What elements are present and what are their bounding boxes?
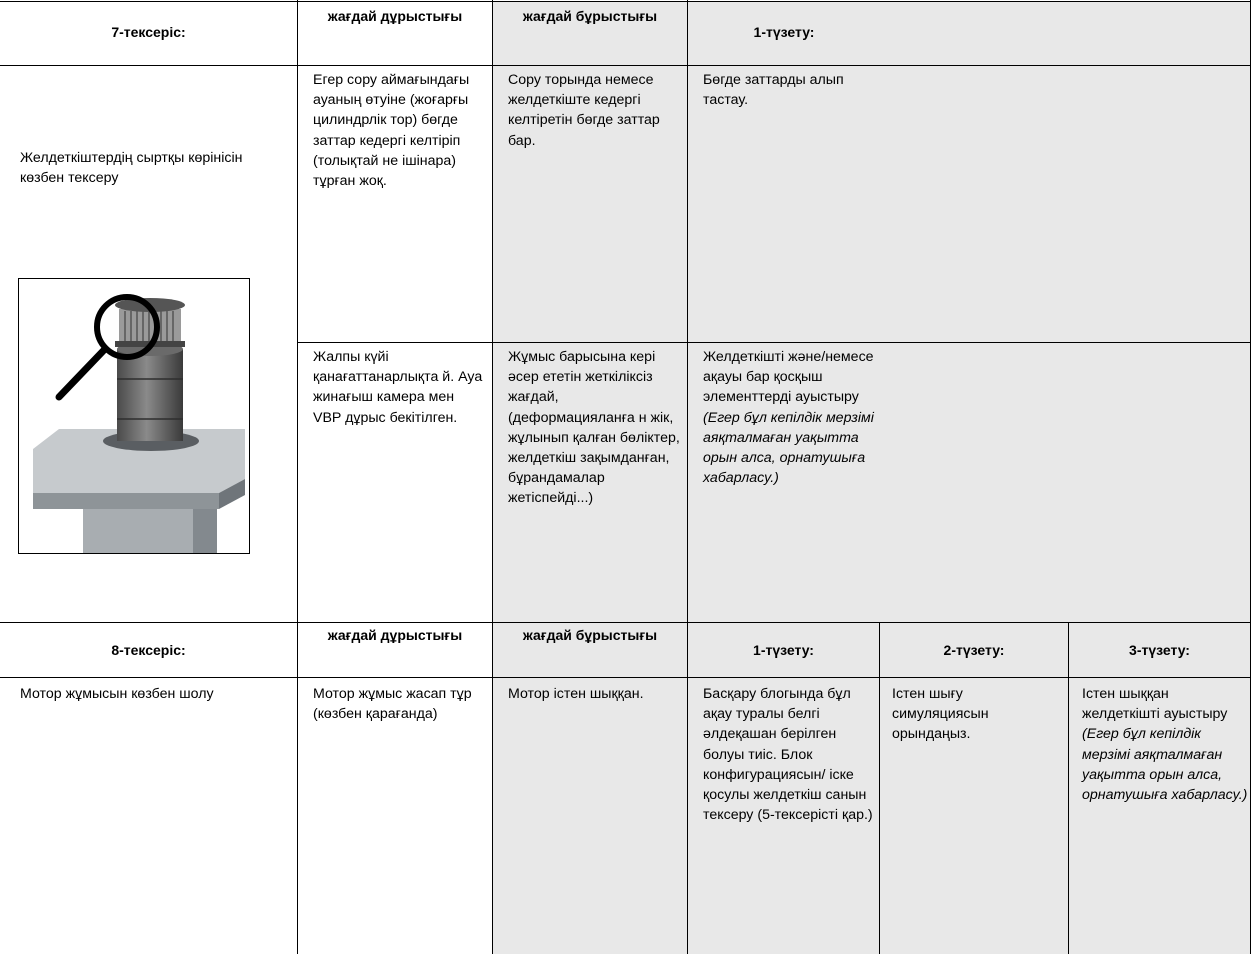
header-ok-7: жағдай дұрыстығы xyxy=(327,8,463,24)
check-title-7: Желдеткіштердің сыртқы көрінісін көзбен тексеру xyxy=(20,150,243,187)
row-separator xyxy=(0,677,1251,678)
ok-text-7a: Егер сору аймағындағы ауаның өтуіне (жоғарғы цилиндрлік тор) бөгде заттар кедергі келтіріп (толықтай не ішінара) тұрған жоқ. xyxy=(313,72,470,190)
suction-grid xyxy=(119,309,181,343)
chimney-shaft xyxy=(83,509,193,553)
column-separator xyxy=(297,0,298,954)
chimney-shaft-side xyxy=(193,509,217,553)
header-ok-8: жағдай дұрыстығы xyxy=(327,627,463,643)
row-separator xyxy=(0,65,1251,66)
header-check-7: 7-тексеріс: xyxy=(111,24,186,40)
header-check-8: 8-тексеріс: xyxy=(111,642,186,658)
header-fix1-7: 1-түзету: xyxy=(753,24,815,40)
ok-text-8: Мотор жұмыс жасап тұр (көзбен қарағанда) xyxy=(313,686,472,723)
column-separator xyxy=(687,0,688,954)
magnifier-handle xyxy=(59,349,105,397)
column-separator xyxy=(492,0,493,954)
roof-slab-edge xyxy=(33,493,219,509)
roof-fan-illustration xyxy=(18,278,250,554)
row-separator xyxy=(297,342,1251,343)
fan-body xyxy=(117,349,183,441)
fix3-text-8: Істен шыққан желдеткішті ауыстыру (Егер бұл кепілдік мерзімі аяқталмаған уақытта орын алса, орнатушыға хабарласу.) xyxy=(1082,686,1248,804)
check-title-8: Мотор жұмысын көзбен шолу xyxy=(20,686,214,702)
ok-text-7b: Жалпы күйі қанағаттанарлықта й. Ауа жинағыш камера мен VBP дұрыс бекітілген. xyxy=(313,349,483,426)
roof-fan-drawing xyxy=(19,279,249,553)
header-fault-7: жағдай бұрыстығы xyxy=(522,8,658,24)
fix1-text-7a: Бөгде заттарды алып тастау. xyxy=(703,72,844,109)
header-fix3-8: 3-түзету: xyxy=(1129,642,1190,658)
column-separator xyxy=(1068,623,1069,954)
header-fix2-8: 2-түзету: xyxy=(943,642,1005,658)
header-fault-8: жағдай бұрыстығы xyxy=(522,627,658,643)
fix1-text-7b: Желдеткішті және/немесе ақауы бар қосқыш элементтерді ауыстыру (Егер бұл кепілдік мерзімі аяқталмаған уақытта орын алса, орнатушыға хабарласу.) xyxy=(703,349,874,487)
column-separator xyxy=(879,623,880,954)
empty-shade-7 xyxy=(888,66,1251,622)
table-border-top xyxy=(0,1,1251,2)
fault-text-7a: Сору торында немесе желдеткіште кедергі келтіретін бөгде заттар бар. xyxy=(508,72,660,149)
fix1-text-8: Басқару блогында бұл ақау туралы белгі әлдеқашан берілген болуы тиіс. Блок конфигурациясын/ іске қосулы желдеткіш санын тексеру (5-тексерісті қар.) xyxy=(703,686,873,824)
row-separator xyxy=(0,622,1251,623)
fault-text-7b: Жұмыс барысына кері әсер ететін жеткіліксіз жағдай, (деформацияланға н жік, жұлынып қалған бөліктер, желдеткіш зақымданған, бұрандамалар жетіспейді...) xyxy=(508,349,680,507)
fix2-text-8: Істен шығу симуляциясын орындаңыз. xyxy=(892,686,989,743)
header-fix1-8: 1-түзету: xyxy=(753,642,814,658)
fault-text-8: Мотор істен шыққан. xyxy=(508,686,644,702)
